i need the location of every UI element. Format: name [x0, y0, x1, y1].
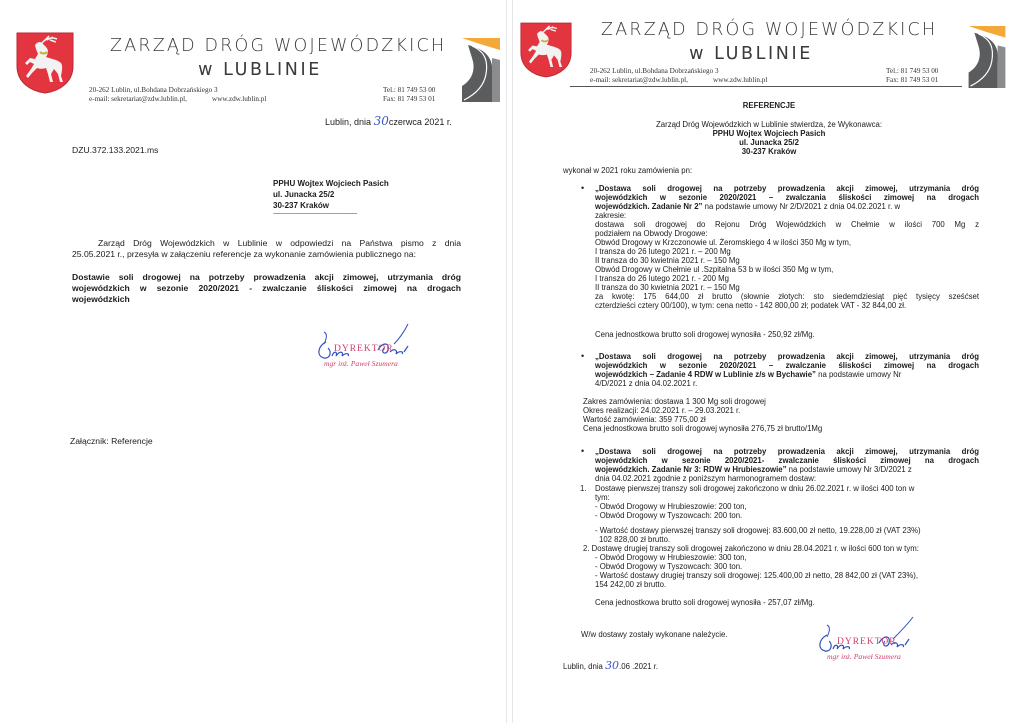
- item1-contract: na podstawie umowy Nr 2/D/2021 z dnia 04.02.2021 r. w: [702, 202, 901, 211]
- date-suffix: czerwca 2021 r.: [388, 117, 452, 127]
- performed-intro: wykonał w 2021 roku zamówienia pn:: [563, 166, 693, 175]
- item1-line12: II transza do 30 kwietnia 2021 r. – 150 Mg: [595, 283, 740, 292]
- item2-contract: na podstawie umowy Nr: [815, 370, 902, 379]
- delivery2-line2: - Obwód Drogowy w Hrubieszowie: 300 ton,: [595, 553, 747, 562]
- delivery1-line4: - Obwód Drogowy w Tyszowcach: 200 ton.: [595, 511, 743, 520]
- item1-line9: II transza do 30 kwietnia 2021 r. – 150 Mg: [595, 256, 740, 265]
- item2-value: Wartość zamówienia: 359 775,00 zł: [583, 415, 706, 424]
- director-signature: [813, 615, 923, 665]
- delivery2-line5: 154 242,00 zł brutto.: [595, 580, 667, 589]
- recipient-underline: ------------------------------------------------------------: [273, 211, 357, 217]
- org-email: e-mail: sekretariat@zdw.lublin.pl,: [89, 95, 187, 103]
- delivery2-line4: - Wartość dostawy drugiej transzy soli drogowej: 125.400,00 zł netto, 28 842,00 zł (VAT 23%),: [595, 571, 919, 580]
- letter-subject-line2: wojewódzkich w sezonie 2020/2021 - zwalczanie śliskości zimowej na drogach: [72, 283, 461, 293]
- org-fax: Fax: 81 749 53 01: [383, 95, 436, 103]
- delivery1-line6: 102 828,00 zł brutto.: [599, 535, 671, 544]
- item1-line11: I transza do 26 lutego 2021 r. - 200 Mg: [595, 274, 729, 283]
- item2-scope: Zakres zamówienia: dostawa 1 300 Mg soli drogowej: [583, 397, 766, 406]
- recipient-street: ul. Junacka 25/2: [273, 190, 335, 199]
- reference-number: DZU.372.133.2021.ms: [72, 145, 159, 155]
- bullet: •: [581, 446, 585, 456]
- item3-line1: „Dostawa soli drogowej na potrzeby prowadzenia akcji zimowej, utrzymania dróg: [595, 447, 979, 456]
- item1-line14: czterdzieści cztery 00/100), w tym: cena netto - 142 800,00 zł; podatek VAT - 32 844,00 zł.: [595, 301, 907, 310]
- org-address: 20-262 Lublin, ul.Bohdana Dobrzańskiego 3: [590, 67, 719, 75]
- org-address: 20-262 Lublin, ul.Bohdana Dobrzańskiego 3: [89, 86, 218, 94]
- date-prefix: Lublin, dnia: [563, 662, 603, 671]
- bullet: •: [581, 183, 585, 193]
- item3-contract: na podstawie umowy Nr 3/D/2021 z: [786, 465, 912, 474]
- road-logo-icon: [462, 38, 500, 102]
- org-email: e-mail: sekretariat@zdw.lublin.pl,: [590, 76, 688, 84]
- org-website: www.zdw.lublin.pl: [713, 76, 768, 84]
- letter-body-line1: Zarząd Dróg Wojewódzkich w Lublinie w odpowiedzi na Państwa pismo z dnia: [98, 238, 461, 248]
- item2-task: wojewódzkich – Zadanie 4 RDW w Lublinie z/s w Bychawie”: [595, 370, 816, 379]
- item1-line6: podziałem na Obwody Drogowe:: [595, 229, 708, 238]
- delivery1-line1: Dostawę pierwszej transzy soli drogowej zakończono w dniu 26.02.2021 r. w ilości 400 ton w: [595, 484, 915, 493]
- date-day-handwritten: 30: [373, 114, 389, 128]
- delivery2-line3: - Obwód Drogowy w Tyszowcach: 300 ton.: [595, 562, 743, 571]
- item2-unit-price: Cena jednostkowa brutto soli drogowej wynosiła 276,75 zł brutto/1Mg: [583, 424, 823, 433]
- road-logo-icon: [964, 26, 1010, 88]
- recipient-name: PPHU Wojtex Wojciech Pasich: [273, 179, 389, 188]
- stamp-title: DYREKTOR: [837, 637, 897, 647]
- item1-line5: dostawa soli drogowej do Rejonu Dróg Wojewódzkich w Chełmie w ilości 700 Mg z: [595, 220, 979, 229]
- org-phone: Tel.: 81 749 53 00: [383, 86, 436, 94]
- delivery2-line1: 2. Dostawę drugiej transzy soli drogowej zakończono w dniu 28.04.2021 r. w ilości 600 ton w tym:: [583, 544, 919, 553]
- lublin-crest-icon: [16, 32, 74, 94]
- item2-line4: 4/D/2021 z dnia 04.02.2021 r.: [595, 379, 698, 388]
- contractor-name: PPHU Wojtex Wojciech Pasich: [712, 129, 826, 138]
- org-title: ZARZĄD DRÓG WOJEWÓDZKICH: [110, 36, 447, 56]
- delivery1-number: 1.: [580, 484, 587, 493]
- letterhead-divider: [570, 86, 962, 87]
- lublin-crest-icon: [520, 20, 572, 80]
- date-day-handwritten: 30: [605, 659, 620, 672]
- item3-line2: wojewódzkich w sezonie 2020/2021- zwalczanie śliskości zimowej na drogach: [595, 456, 979, 465]
- letter-subject-line3: wojewódzkich: [72, 294, 130, 304]
- item1-line3: [595, 202, 900, 212]
- org-title: ZARZĄD DRÓG WOJEWÓDZKICH: [601, 20, 938, 40]
- reference-heading: REFERENCJE: [742, 101, 796, 110]
- item2-line2: wojewódzkich w sezonie 2020/2021 – zwalczanie śliskości zimowej na drogach: [595, 361, 979, 370]
- letter-subject-line1: Dostawie soli drogowej na potrzeby prowadzenia akcji zimowej, utrzymania dróg: [72, 272, 461, 282]
- delivery1-line3: - Obwód Drogowy w Hrubieszowie: 200 ton,: [595, 502, 747, 511]
- item1-line4: zakresie:: [595, 211, 627, 220]
- item1-line10: Obwód Drogowy w Chełmie ul .Szpitalna 53 b w ilości 350 Mg w tym,: [595, 265, 834, 274]
- org-phone: Tel.: 81 749 53 00: [886, 67, 939, 75]
- item1-line8: I transza do 26 lutego 2021 r. – 200 Mg: [595, 247, 731, 256]
- item1-line7: Obwód Drogowy w Krzczonowie ul. Żeromskiego 4 w ilości 350 Mg w tym,: [595, 238, 852, 247]
- director-signature: [312, 322, 422, 372]
- delivery1-line2: tym:: [595, 493, 610, 502]
- contractor-city: 30-237 Kraków: [741, 147, 797, 156]
- delivery2-unit-price: Cena jednostkowa brutto soli drogowej wynosiła - 257,07 zł/Mg.: [595, 598, 815, 607]
- item1-line2: wojewódzkich w sezonie 2020/2021 – zwalczania śliskości zimowej na drogach: [595, 193, 979, 202]
- item1-task: wojewódzkich. Zadanie Nr 2”: [595, 202, 703, 211]
- item3-line4: dnia 04.02.2021 zgodnie z poniższym harmonogramem dostaw:: [595, 474, 817, 483]
- contractor-street: ul. Junacka 25/2: [739, 138, 799, 147]
- reference-intro: Zarząd Dróg Wojewódzkich w Lublinie stwierdza, że Wykonawca:: [656, 120, 882, 129]
- delivery1-line5: - Wartość dostawy pierwszej transzy soli drogowej: 83.600,00 zł netto, 19.228,00 zł (VAT 23%): [595, 526, 921, 535]
- item2-period: Okres realizacji: 24.02.2021 r. – 29.03.2021 r.: [583, 406, 741, 415]
- letter-date: [325, 116, 452, 128]
- org-subtitle: w LUBLINIE: [198, 60, 322, 80]
- org-website: www.zdw.lublin.pl: [212, 95, 267, 103]
- stamp-name: mgr inż. Paweł Szumera: [827, 652, 901, 661]
- org-fax: Fax: 81 749 53 01: [886, 76, 939, 84]
- item1-unit-price: Cena jednostkowa brutto soli drogowej wynosiła - 250,92 zł/Mg.: [595, 330, 815, 339]
- date-prefix: Lublin, dnia: [325, 117, 372, 127]
- org-subtitle: w LUBLINIE: [689, 44, 813, 64]
- item2-line1: „Dostawa soli drogowej na potrzeby prowadzenia akcji zimowej, utrzymania dróg: [595, 352, 979, 361]
- letter-body-line2: 25.05.2021 r., przesyła w załączeniu referencje za wykonanie zamówienia publicznego na:: [72, 249, 416, 259]
- stamp-name: mgr inż. Paweł Szumera: [324, 359, 398, 368]
- closing-statement: W/w dostawy zostały wykonane należycie.: [581, 630, 728, 639]
- item1-line13: za kwotę: 175 644,00 zł brutto (słownie złotych: sto siedemdziesiąt pięć tysięcy sześćset: [595, 292, 979, 301]
- recipient-city: 30-237 Kraków: [273, 201, 330, 210]
- attachment-note: Załącznik: Referencje: [70, 436, 153, 446]
- reference-page: [512, 0, 1024, 723]
- item3-task: wojewódzkich. Zadanie Nr 3: RDW w Hrubieszowie”: [595, 465, 787, 474]
- item1-line1: „Dostawa soli drogowej na potrzeby prowadzenia akcji zimowej, utrzymania dróg: [595, 184, 979, 193]
- stamp-title: DYREKTOR: [334, 344, 394, 354]
- date-suffix: .06 .2021 r.: [619, 662, 659, 671]
- bullet: •: [581, 351, 585, 361]
- reference-date: [563, 661, 658, 672]
- cover-letter-page: [0, 0, 507, 723]
